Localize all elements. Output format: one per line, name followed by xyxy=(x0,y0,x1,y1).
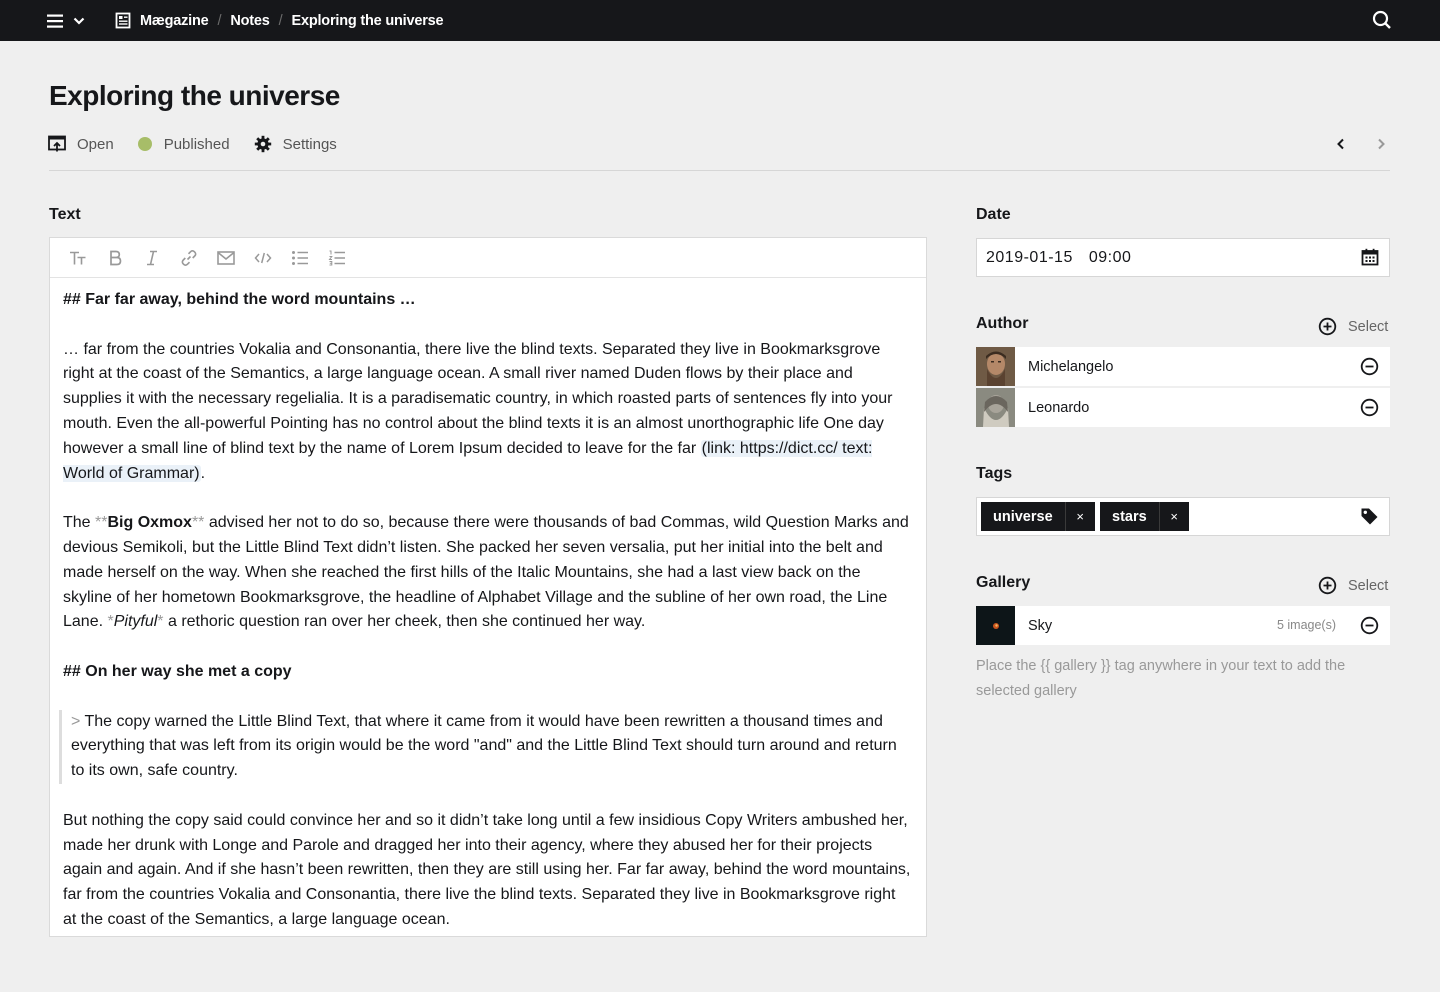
breadcrumb xyxy=(115,0,443,41)
paragraph-text: . xyxy=(200,464,206,482)
page-options xyxy=(48,133,361,155)
menu-button[interactable] xyxy=(46,9,85,32)
breadcrumb-separator: / xyxy=(217,12,222,29)
add-circle-icon xyxy=(1318,576,1337,595)
remove-author-button[interactable] xyxy=(1360,357,1379,380)
calendar-button[interactable] xyxy=(1361,248,1379,271)
pagination xyxy=(1330,133,1390,155)
email-icon xyxy=(217,251,235,265)
hamburger-icon xyxy=(46,13,64,29)
open-button[interactable] xyxy=(48,135,114,153)
remove-circle-icon xyxy=(1360,398,1379,417)
page-title[interactable]: Exploring the universe xyxy=(49,80,340,111)
headings-button[interactable] xyxy=(59,238,96,278)
bold-text: Big Oxmox xyxy=(107,514,192,532)
remove-circle-icon xyxy=(1360,616,1379,635)
paragraph xyxy=(63,511,913,635)
gallery-select-button[interactable] xyxy=(1318,576,1388,595)
text-field-label: Text xyxy=(49,206,81,223)
code-button[interactable] xyxy=(244,238,281,278)
author-item-michelangelo[interactable] xyxy=(976,347,1390,386)
chevron-right-icon xyxy=(1370,133,1392,155)
paragraph-text: a rethoric question ran over her cheek, then she continued her way. xyxy=(163,613,646,631)
tags-field-label: Tags xyxy=(976,465,1013,482)
italic-text: Pityful xyxy=(113,613,158,631)
breadcrumb-notes[interactable]: Notes xyxy=(230,12,270,29)
open-preview-icon xyxy=(48,135,66,153)
remove-gallery-button[interactable] xyxy=(1360,616,1379,639)
gallery-field-label: Gallery xyxy=(976,574,1031,591)
breadcrumb-current[interactable]: Exploring the universe xyxy=(291,12,444,29)
breadcrumb-separator: / xyxy=(278,12,283,29)
add-circle-icon xyxy=(1318,317,1337,336)
email-button[interactable] xyxy=(207,238,244,278)
breadcrumb-label: Mægazine xyxy=(140,12,209,29)
bold-button[interactable] xyxy=(96,238,133,278)
time-value[interactable]: 09:00 xyxy=(1088,248,1132,266)
paragraph: But nothing the copy said could convince her and so it didn’t take long until a few insidious Copy Writers ambushed her, made her drunk with Longe and Parole and dragged her into their agency, where they abused her for their projects again and again. And if she hasn’t been rewritten, then they are still using her. Far far away, behind the word mountains, far from the countries Vokalia and Consonantia, there live the blind texts. Separated they live in Bookmarksgrove right at the coast of the Semantics, a large language ocean. xyxy=(63,811,911,928)
settings-button[interactable] xyxy=(254,135,337,153)
gallery-help-text: Place the {{ gallery }} tag anywhere in your text to add the selected gallery xyxy=(976,658,1346,699)
top-bar xyxy=(0,0,1440,41)
paragraph xyxy=(63,338,913,487)
select-label: Select xyxy=(1348,577,1389,594)
italic-marker: * xyxy=(157,613,164,631)
page-icon xyxy=(115,12,131,29)
remove-tag-button[interactable]: × xyxy=(1065,502,1095,531)
remove-author-button[interactable] xyxy=(1360,398,1379,421)
italic-button[interactable] xyxy=(133,238,170,278)
paragraph-text: … far from the countries Vokalia and Consonantia, there live the blind texts. Separated they live in Bookmarksgrove right at the coast of the Semantics, a large language ocean. A small river named Duden flows by their place and supplies it with the necessary regelialia. It is a paradisematic country, in which roasted parts of sentences fly into your mouth. Even the all-powerful Pointing has no control about the blind texts it is an almost unorthographic life One day however a small line of blind text by the name of Lorem Ipsum decided to leave for the far xyxy=(63,340,893,457)
bullet-list-icon xyxy=(291,250,309,266)
link-icon xyxy=(180,249,198,267)
date-value[interactable]: 2019-01-15 xyxy=(986,248,1073,266)
status-button[interactable] xyxy=(138,136,230,153)
link-button[interactable] xyxy=(170,238,207,278)
markdown-heading: ## Far far away, behind the word mountains … xyxy=(63,291,416,308)
settings-label: Settings xyxy=(282,135,337,153)
paragraph-text: The xyxy=(63,514,96,532)
author-name: Michelangelo xyxy=(1028,358,1114,375)
ordered-list-button[interactable] xyxy=(318,238,355,278)
select-label: Select xyxy=(1348,318,1389,335)
editor-textarea[interactable] xyxy=(50,278,926,933)
italic-icon xyxy=(145,250,159,266)
paragraph-text: advised her not to do so, because there were thousands of bad Commas, wild Question Marks and devious Semikoli, but the Little Blind Text didn’t listen. She packed her seven versalia, put her initial into the belt and made herself on the way. When she reached the first hills of the Italic Mountains, she had a last view back on the skyline of her hometown Bookmarksgrove, the headline of Alphabet Village and the subline of her own road, the Line Lane. xyxy=(63,514,909,631)
author-select-button[interactable] xyxy=(1318,317,1388,336)
bold-marker: ** xyxy=(95,514,108,532)
status-dot-icon xyxy=(138,137,152,151)
author-item-leonardo[interactable] xyxy=(976,388,1390,427)
previous-page-button[interactable] xyxy=(1330,133,1352,155)
quote-marker: > xyxy=(71,712,81,730)
bold-marker: ** xyxy=(191,514,205,532)
open-label: Open xyxy=(77,135,114,153)
tag-label: stars xyxy=(1112,508,1147,525)
date-field-label: Date xyxy=(976,206,1011,223)
bold-icon xyxy=(108,250,122,266)
avatar xyxy=(976,347,1015,386)
code-icon xyxy=(254,251,272,265)
gallery-item-sky[interactable] xyxy=(976,606,1390,645)
status-label: Published xyxy=(163,135,230,153)
author-field-label: Author xyxy=(976,315,1029,332)
gear-icon xyxy=(254,135,272,153)
author-name: Leonardo xyxy=(1028,399,1090,416)
gallery-thumbnail xyxy=(976,606,1015,645)
next-page-button[interactable] xyxy=(1370,133,1392,155)
tag-label: universe xyxy=(993,508,1053,525)
search-icon xyxy=(1371,9,1393,31)
calendar-icon xyxy=(1361,248,1379,266)
blockquote xyxy=(59,710,913,784)
breadcrumb-site[interactable] xyxy=(115,12,209,29)
editor-toolbar xyxy=(50,238,926,278)
tag[interactable] xyxy=(1100,502,1189,531)
date-input[interactable] xyxy=(976,238,1390,277)
remove-tag-button[interactable]: × xyxy=(1159,502,1189,531)
tag-icon xyxy=(1360,507,1379,531)
gallery-name: Sky xyxy=(1028,617,1053,634)
text-editor xyxy=(49,237,927,937)
chevron-down-icon xyxy=(73,16,85,26)
bullet-list-button[interactable] xyxy=(281,238,318,278)
ordered-list-icon xyxy=(328,250,346,266)
italic-marker: * xyxy=(107,613,114,631)
avatar xyxy=(976,388,1015,427)
remove-circle-icon xyxy=(1360,357,1379,376)
tag[interactable] xyxy=(981,502,1095,531)
quote-text: The copy warned the Little Blind Text, that where it came from it would have been rewritten a thousand times and everything that was left from its origin would be the word "and" and the Little Blind Text should turn around and return to its own, safe country. xyxy=(71,712,897,780)
headings-icon xyxy=(69,250,87,266)
header-divider xyxy=(49,170,1390,171)
markdown-heading: ## On her way she met a copy xyxy=(63,662,292,680)
image-count: 5 image(s) xyxy=(1276,618,1336,632)
chevron-left-icon xyxy=(1330,133,1352,155)
kirbytag-link: (link: https://dict.cc/ text: World of Grammar) xyxy=(63,439,873,482)
tags-input[interactable] xyxy=(976,497,1390,536)
search-button[interactable] xyxy=(1371,9,1393,31)
